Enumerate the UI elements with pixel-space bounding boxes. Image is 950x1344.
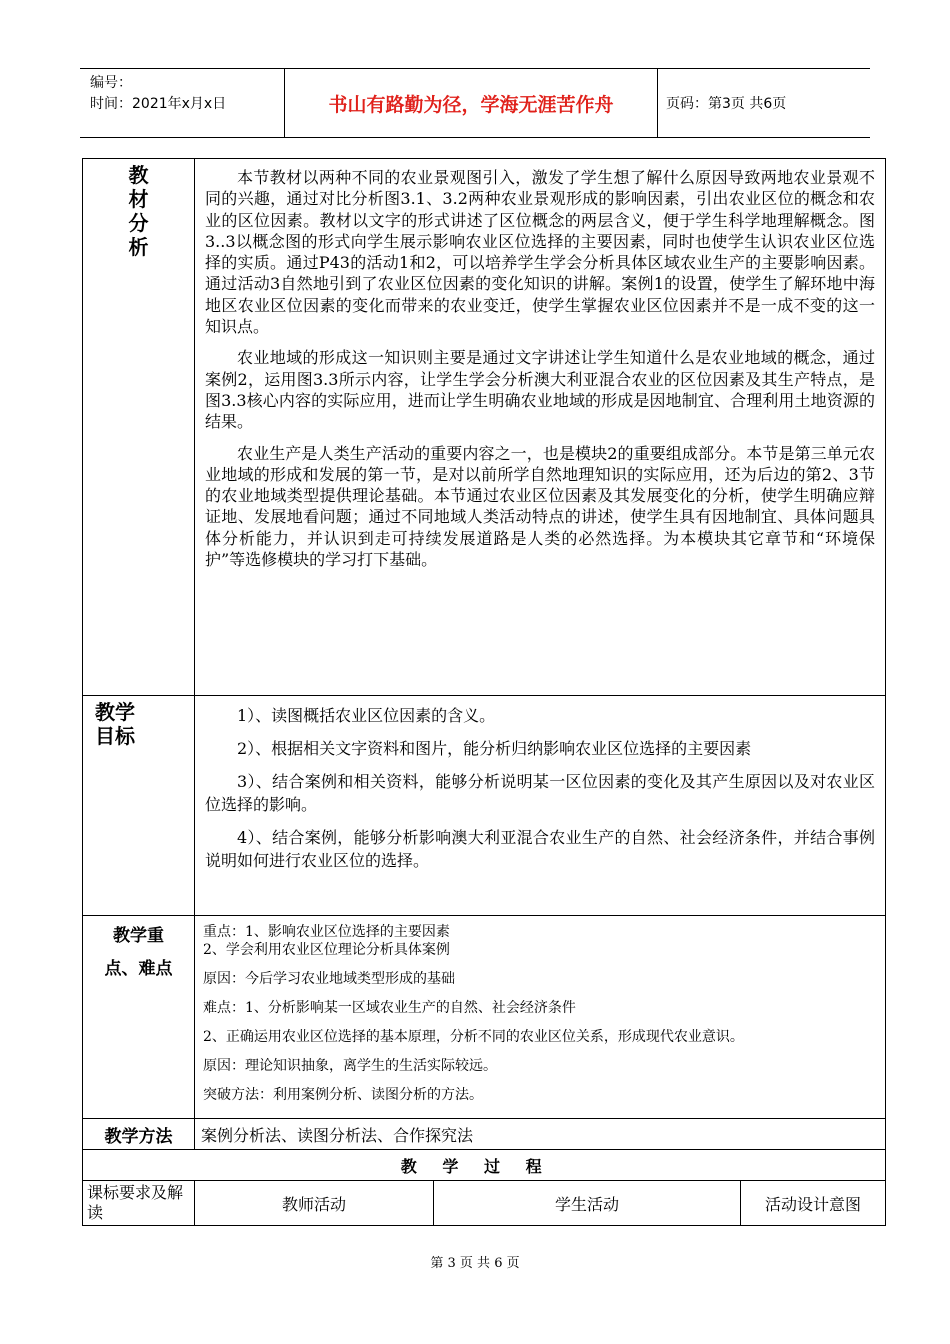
goals-label-cell: [83, 696, 195, 916]
number-label: 编号：: [90, 75, 132, 91]
date-label: 时间：2021年x月x日: [90, 96, 227, 112]
analysis-row: [83, 159, 886, 696]
keypoint-line: 2、学会利用农业区位理论分析具体案例: [203, 942, 450, 958]
goal-item: 1）、读图概括农业区位因素的含义。: [237, 706, 496, 725]
process-title-row: [83, 1150, 886, 1181]
goal-item: 3）、结合案例和相关资料，能够分析说明某一区位因素的变化及其产生原因以及对农业区位选择的影响。: [205, 772, 875, 814]
process-col-teacher: 教师活动: [195, 1181, 434, 1226]
process-title: 教学过程: [83, 1150, 886, 1181]
method-value: 案例分析法、读图分析法、合作探究法: [195, 1119, 886, 1150]
analysis-paragraph: 农业地域的形成这一知识则主要是通过文字讲述让学生知道什么是农业地域的概念，通过案例2，运用图3.3所示内容，让学生学会分析澳大利亚混合农业的区位因素及其生产特点，是图3.3核心内容的实际应用，进而让学生明确农业地域的形成是因地制宜、合理利用土地资源的结果。: [205, 348, 875, 432]
keypoint-line: 原因：今后学习农业地域类型形成的基础: [203, 971, 455, 987]
header-meta: [90, 73, 280, 115]
goals-label-line1: 教学: [95, 700, 135, 724]
keypoint-line: 重点：1、影响农业区位选择的主要因素: [203, 924, 450, 940]
keypoint-line: 突破方法：利用案例分析、读图分析的方法。: [203, 1087, 483, 1103]
goal-item: 4）、结合案例，能够分析影响澳大利亚混合农业生产的自然、社会经济条件，并结合事例说明如何进行农业区位的选择。: [205, 828, 875, 870]
keypoints-row: [83, 916, 886, 1119]
keypoints-content: [195, 916, 886, 1119]
keypoints-label-line2: 点、难点: [104, 959, 173, 979]
process-header-row: [83, 1181, 886, 1226]
header-page-label: 页码：第3页 共6页: [666, 96, 787, 112]
analysis-paragraph: 农业生产是人类生产活动的重要内容之一，也是模块2的重要组成部分。本节是第三单元农业地域的形成和发展的第一节，是对以前所学自然地理知识的实际应用，还为后边的第2、3节的农业地域类型提供理论基础。本节通过农业区位因素及其发展变化的分析，使学生明确应辩证地、发展地看问题；通过不同地域人类活动特点的讲述，使学生具有因地制宜、具体问题具体分析能力，并认识到走可持续发展道路是人类的必然选择。为本模块其它章节和“环境保护”等选修模块的学习打下基础。: [205, 443, 875, 570]
process-col-student: 学生活动: [434, 1181, 741, 1226]
page-footer: 第 3 页 共 6 页: [430, 1256, 520, 1271]
goals-content: [195, 696, 886, 916]
process-col-intent: 活动设计意图: [741, 1181, 886, 1226]
analysis-label-cell: [83, 159, 195, 696]
goal-item: 2）、根据相关文字资料和图片，能分析归纳影响农业区位选择的主要因素: [237, 739, 752, 758]
analysis-paragraph: 本节教材以两种不同的农业景观图引入，激发了学生想了解什么原因导致两地农业景观不同的兴趣，通过对比分析图3.1、3.2两种农业景观形成的影响因素，引出农业区位的概念和农业的区位因素。教材以文字的形式讲述了区位概念的两层含义，便于学生科学地理解概念。图3..3以概念图的形式向学生展示影响农业区位选择的主要因素，同时也使学生认识农业区位选择的实质。通过P43的活动1和2，可以培养学生学会分析具体区域农业生产的主要影响因素。通过活动3自然地引到了农业区位因素的变化知识的讲解。案例1的设置，使学生了解环地中海地区农业区位因素的变化而带来的农业变迁，使学生掌握农业区位因素并不是一成不变的这一知识点。: [205, 168, 875, 337]
process-col-standard: 课标要求及解读: [83, 1181, 195, 1226]
goals-row: [83, 696, 886, 916]
lesson-plan-table: [82, 158, 886, 1226]
method-row: [83, 1119, 886, 1150]
keypoints-label-line1: 教学重: [113, 926, 164, 946]
method-label: 教学方法: [83, 1119, 195, 1150]
analysis-content: [195, 159, 886, 696]
keypoint-line: 难点：1、分析影响某一区域农业生产的自然、社会经济条件: [203, 1000, 576, 1016]
keypoint-line: 原因：理论知识抽象，离学生的生活实际较远。: [203, 1058, 497, 1074]
goals-label-line2: 目标: [95, 724, 135, 748]
keypoint-line: 2、正确运用农业区位选择的基本原理，分析不同的农业区位关系，形成现代农业意识。: [203, 1029, 744, 1045]
header-motto: 书山有路勤为径，学海无涯苦作舟: [284, 69, 658, 137]
keypoints-label-cell: [83, 916, 195, 1119]
analysis-label: 教材分析: [128, 163, 149, 259]
page-header: [80, 68, 870, 138]
